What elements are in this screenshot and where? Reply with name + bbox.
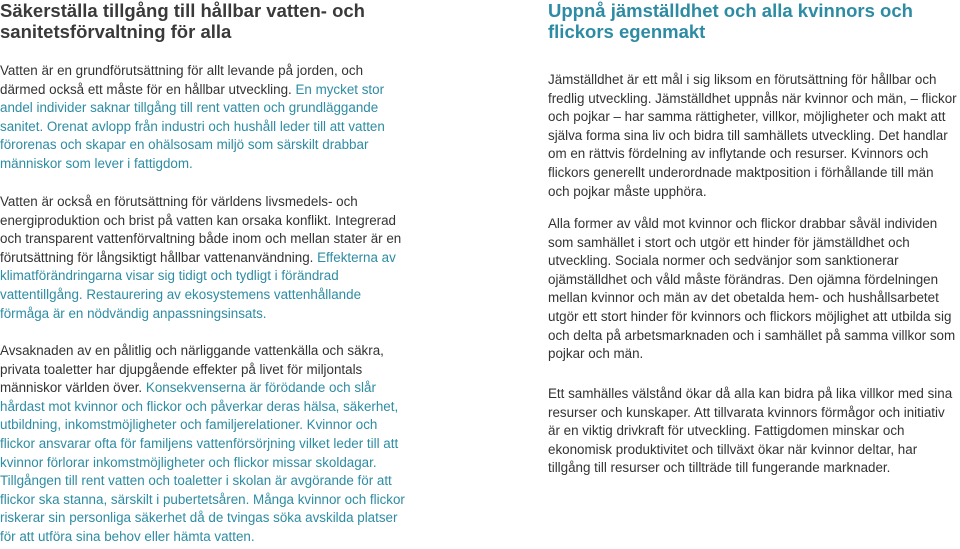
left-paragraph-1-highlight: En mycket stor andel individer saknar tillgång till rent vatten och grundläggande sanitet. Orenat avlopp från industri och hushåll leder till att vatten förorenas och skapar en ohälsosam miljö som särskilt drabbar människor som lever i fattigdom. xyxy=(0,81,385,171)
left-heading: Säkerställa tillgång till hållbar vatten- och sanitetsförvaltning för alla xyxy=(0,0,365,42)
left-paragraph-3 xyxy=(0,342,410,547)
right-paragraph-3: Ett samhälles välstånd ökar då alla kan bidra på lika villkor med sina resurser och kunskaper. Att tillvarata kvinnors förmågor och initiativ är en viktig drivkraft för utveckling. Fattigdomen minskar och ekonomisk produktivitet och tillväxt ökar när kvinnor deltar, har tillgång till resurser och tillträde till fungerande marknader. xyxy=(548,386,953,476)
left-paragraph-3-plain: Avsaknaden av en pålitlig och närliggande vattenkälla och säkra, privata toaletter har djupgående effekter på livet för miljontals människor världen över. xyxy=(0,343,384,396)
left-paragraph-3-highlight: Konsekvenserna är förödande och slår hårdast mot kvinnor och flickor och påverkar deras hälsa, säkerhet, utbildning, inkomstmöjligheter och familjerelationer. Kvinnor och flickor ansvarar ofta för familjens vattenförsörjning vilket leder till att kvinnor förlorar inkomstmöjligheter och flickor missar skoldagar. Tillgången till rent vatten och toaletter i skolan är avgörande för att flickor ska stanna, särskilt i pubertetsåren. Många kvinnor och flickor riskerar sin personliga säkerhet då de tvingas söka avskilda platser för att utföra sina behov eller hämta vatten. xyxy=(0,380,405,544)
left-paragraph-2 xyxy=(0,193,410,323)
right-paragraph-2: Alla former av våld mot kvinnor och flickor drabbar såväl individen som samhället i stort och utgör ett hinder för jämställdhet och utveckling. Sociala normer och sedvänjor som sanktionerar ojämställdhet och våld måste förändras. Den ojämna fördelningen mellan kvinnor och män av det obetalda hem- och hushållsarbetet utgör ett stort hinder för kvinnors och flickors möjlighet att utbilda sig och delta på arbetsmarknaden och i samhället på samma villkor som pojkar och män. xyxy=(548,216,956,362)
left-paragraph-2-highlight: Effekterna av klimatförändringarna visar sig tidigt och tydligt i förändrad vattentillgång. Restaurering av ekosystemens vattenhållande förmåga är en nödvändig anpassningsinsats. xyxy=(0,249,396,321)
right-heading: Uppnå jämställdhet och alla kvinnors och flickors egenmakt xyxy=(548,0,913,42)
right-paragraph-1: Jämställdhet är ett mål i sig liksom en förutsättning för hållbar och fredlig utveckling. Jämställdhet uppnås när kvinnor och män, – flickor och pojkar – har samma rättigheter, villkor, möjligheter och makt att själva forma sina liv och bidra till samhällets utveckling. Det handlar om en rättvis fördelning av inflytande och resurser. Kvinnors och flickors generellt underordnade maktposition i förhållande till män och pojkar måste upphöra. xyxy=(548,72,957,199)
left-paragraph-1 xyxy=(0,62,410,174)
left-paragraph-1-plain: Vatten är en grundförutsättning för allt levande på jorden, och därmed också ett måste för en hållbar utveckling. xyxy=(0,63,364,97)
left-paragraph-2-plain: Vatten är också en förutsättning för världens livsmedels- och energiproduktion och brist på vatten kan orsaka konflikt. Integrerad och transparent vattenförvaltning både inom och mellan stater är en förutsättning för långsiktigt hållbar vattenanvändning. xyxy=(0,194,402,265)
